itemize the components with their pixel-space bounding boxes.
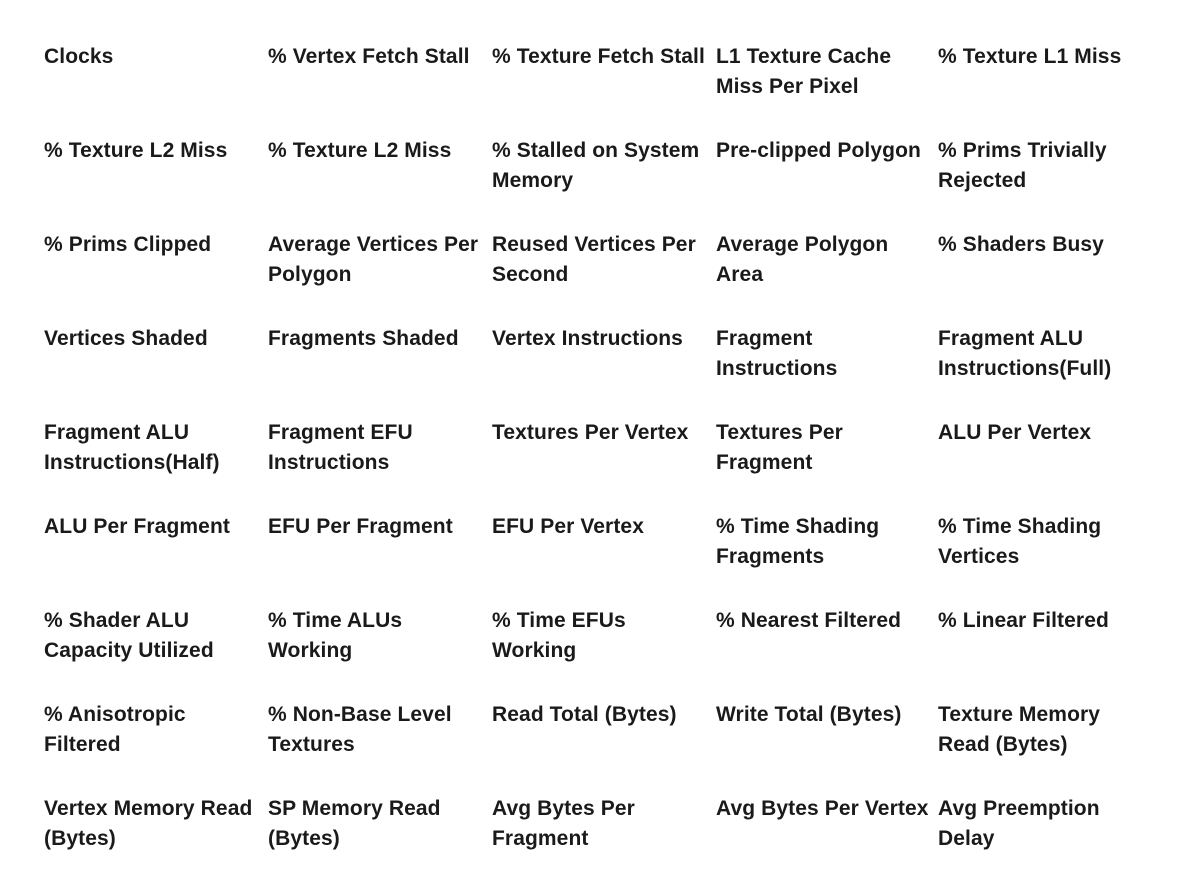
metrics-grid <box>44 42 1158 888</box>
metric-label: Vertex Instructions <box>492 327 683 350</box>
metric-label: % Texture L2 Miss <box>44 139 228 162</box>
metric-label: % Texture L1 Miss <box>938 45 1122 68</box>
metric-label: % Time Shading Vertices <box>938 515 1102 568</box>
metric-label: Average Polygon Area <box>716 233 889 286</box>
metric-label: Write Total (Bytes) <box>716 703 902 726</box>
metric-label: SP Memory Read (Bytes) <box>268 797 441 850</box>
metric-label: % Shader ALU Capacity Utilized <box>44 609 214 662</box>
metric-label: % Vertex Fetch Stall <box>268 45 470 68</box>
metric-label: % Time Shading Fragments <box>716 515 880 568</box>
metric-label: Clocks <box>44 45 114 68</box>
metric-label: % Stalled on System Memory <box>492 139 700 192</box>
metric-label: EFU Per Vertex <box>492 515 644 538</box>
metric-label: Average Vertices Per Polygon <box>268 233 479 286</box>
metric-label: % Linear Filtered <box>938 609 1109 632</box>
metric-label: % Non-Base Level Textures <box>268 703 452 756</box>
metric-label: Fragment ALU Instructions(Half) <box>44 421 220 474</box>
metric-label: ALU Per Fragment <box>44 515 230 538</box>
metric-label: % Nearest Filtered <box>716 609 902 632</box>
metric-label: Textures Per Vertex <box>492 421 689 444</box>
metric-label: % Texture Fetch Stall <box>492 45 705 68</box>
metric-label: Reused Vertices Per Second <box>492 233 696 286</box>
metric-label: % Time EFUs Working <box>492 609 626 662</box>
metric-label: Texture Memory Read (Bytes) <box>938 703 1101 756</box>
metric-label: Fragment Instructions <box>716 327 838 380</box>
metric-label: Pre-clipped Polygon <box>716 139 921 162</box>
metric-label: % Prims Clipped <box>44 233 212 256</box>
metric-label: Fragment EFU Instructions <box>268 421 413 474</box>
metric-label: Vertex Memory Read (Bytes) <box>44 797 253 850</box>
metric-label: % Texture L2 Miss <box>268 139 452 162</box>
metric-label: Avg Preemption Delay <box>938 797 1100 850</box>
metric-label: Vertices Shaded <box>44 327 208 350</box>
metric-label: Textures Per Fragment <box>716 421 843 474</box>
metric-label: Fragment ALU Instructions(Full) <box>938 327 1112 380</box>
metric-label: ALU Per Vertex <box>938 421 1092 444</box>
metric-label: EFU Per Fragment <box>268 515 453 538</box>
metric-label: Read Total (Bytes) <box>492 703 677 726</box>
metric-label: Avg Bytes Per Fragment <box>492 797 635 850</box>
metric-label: % Shaders Busy <box>938 233 1104 256</box>
metric-label: % Anisotropic Filtered <box>44 703 186 756</box>
metric-label: Fragments Shaded <box>268 327 459 350</box>
metric-label: Avg Bytes Per Vertex <box>716 797 929 820</box>
metric-label: L1 Texture Cache Miss Per Pixel <box>716 45 892 98</box>
metric-label: % Time ALUs Working <box>268 609 403 662</box>
metric-label: % Prims Trivially Rejected <box>938 139 1107 192</box>
